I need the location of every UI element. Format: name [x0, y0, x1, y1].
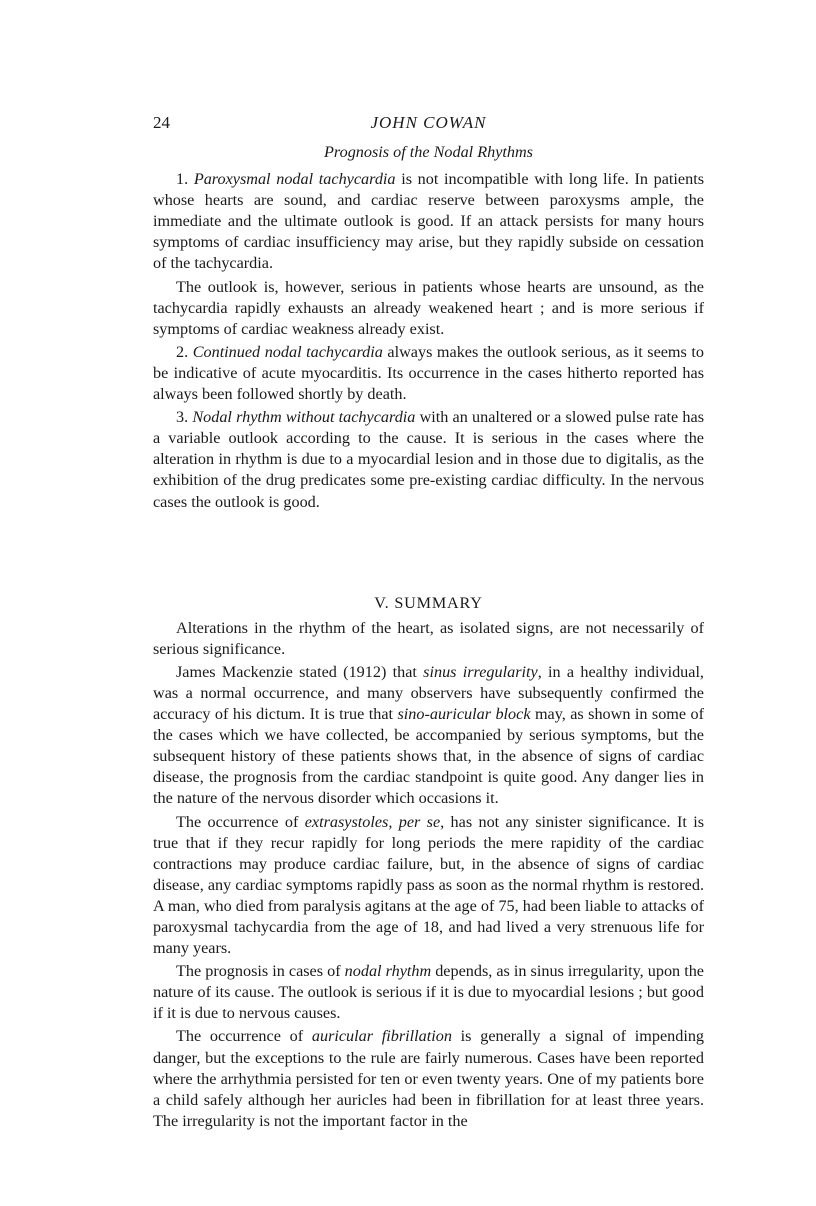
term-continued-nodal-tachycardia: Continued nodal tachycardia [192, 342, 383, 361]
paragraph-text: is not incompatible with long life. In patients whose hearts are sound, and cardiac reserve between paroxysms ample, the immediate and the ultimate outlook is good. If an attack persists for many hours symptoms of cardiac insufficiency may arise, but they rapidly subside on cessation of the tachycardia. [153, 170, 704, 273]
section-title-prognosis: Prognosis of the Nodal Rhythms [324, 143, 533, 161]
summary-paragraph-2 [153, 662, 704, 810]
item-number: 3. [176, 408, 189, 427]
running-head [153, 112, 704, 134]
summary-paragraph-3 [153, 812, 704, 960]
paragraph-continued [153, 342, 704, 405]
summary-paragraph-1: Alterations in the rhythm of the heart, as isolated signs, are not necessarily of serious significance. [153, 618, 704, 658]
summary-heading: V. SUMMARY [374, 593, 483, 612]
paragraph-paroxysmal [153, 169, 704, 274]
text-run: James Mackenzie stated (1912) that [176, 662, 424, 681]
text-run: The occurrence of [176, 812, 305, 831]
summary-paragraph-4 [153, 961, 704, 1024]
item-number: 1. [176, 170, 189, 189]
paragraph-text: always makes the outlook serious, as it seems to be indicative of acute myocarditis. Its occurrence in the cases hitherto reported has always been followed shortly by death. [153, 342, 704, 404]
text-run: The prognosis in cases of [176, 962, 345, 981]
text-run: , has not any sinister significance. It is true that if they recur rapidly for long periods the mere rapidity of the cardiac contractions may produce cardiac failure, but, in the absence of signs of cardiac disease, any cardiac symptoms rapidly pass as soon as the normal rhythm is restored. A man, who died from paralysis agitans at the age of 75, had been liable to attacks of paroxysmal tachycardia from the age of 18, and had lived a very strenuous life for many years. [153, 812, 704, 958]
section-gap [153, 515, 704, 593]
term-auricular-fibrillation: auricular fibrillation [311, 1027, 452, 1046]
text-run: is generally a signal of impending danger, but the exceptions to the rule are fairly numerous. Cases have been reported where the arrhythmia persisted for ten or even twenty years. One of my patients bore a child safely although her auricles had been in fibrillation for at least three years. The irregularity is not the important factor in the [153, 1027, 705, 1130]
paragraph-nodal-rhythm [153, 407, 704, 512]
running-title: JOHN COWAN [370, 113, 487, 132]
text-run: The occurrence of [176, 1027, 312, 1046]
item-number: 2. [176, 342, 189, 361]
term-sino-auricular-block: sino-auricular block [397, 705, 531, 724]
term-paroxysmal-nodal-tachycardia: Paroxysmal nodal tachycardia [193, 170, 396, 189]
term-nodal-rhythm-without-tachycardia: Nodal rhythm without tachycardia [192, 408, 416, 427]
text-run: , in a healthy individual, was a normal occurrence, and many observers have subsequently confirmed the accuracy of his dictum. It is true that [153, 662, 704, 724]
paragraph-outlook-unsound: The outlook is, however, serious in patients whose hearts are unsound, as the tachycardia rapidly exhausts an already weakened heart ; and is more serious if symptoms of cardiac weakness already exist. [153, 277, 704, 338]
text-run: depends, as in sinus irregularity, upon the nature of its cause. The outlook is serious if it is due to myocardial lesions ; but good if it is due to nervous causes. [153, 962, 704, 1023]
term-extrasystoles: extrasystoles, per se [304, 812, 441, 831]
text-run: may, as shown in some of the cases which we have collected, be accompanied by serious symptoms, but the subsequent history of these patients shows that, in the absence of signs of cardiac disease, the prognosis from the cardiac standpoint is quite good. Any danger lies in the nature of the nervous disorder which occasions it. [153, 705, 704, 808]
page [153, 112, 704, 1134]
term-sinus-irregularity: sinus irregularity [423, 662, 538, 681]
paragraph-text: with an unaltered or a slowed pulse rate has a variable outlook according to the cause. It is serious in the cases where the alteration in rhythm is due to a myocardial lesion and in those due to digitalis, as the exhibition of the drug predicates some pre-existing cardiac difficulty. In the nervous cases the outlook is good. [153, 408, 704, 511]
page-number: 24 [153, 113, 170, 132]
term-nodal-rhythm: nodal rhythm [344, 962, 432, 981]
summary-paragraph-5 [153, 1026, 704, 1131]
